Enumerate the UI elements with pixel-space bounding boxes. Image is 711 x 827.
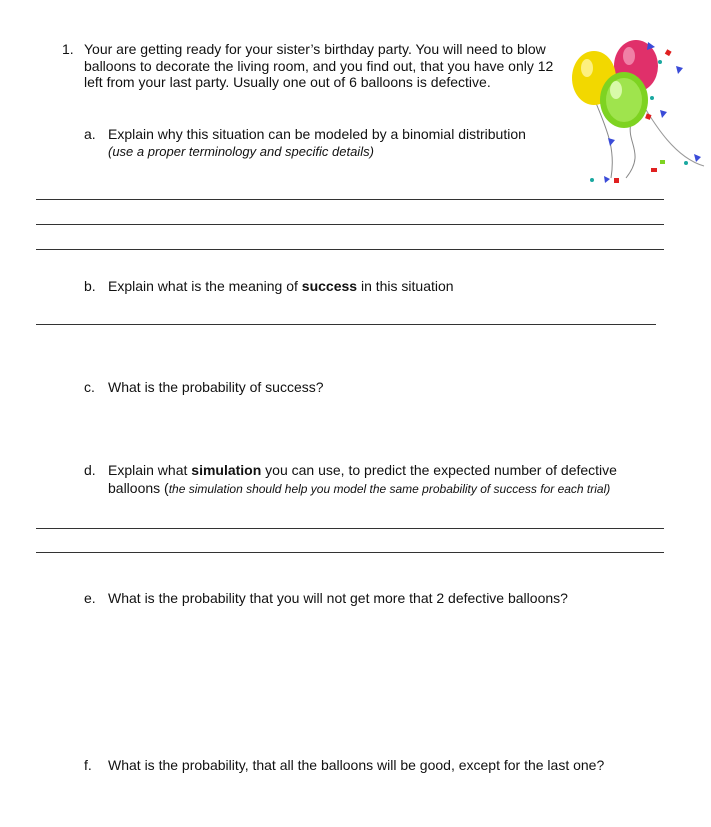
confetti xyxy=(645,113,651,119)
confetti xyxy=(665,49,672,56)
part-e-letter: e. xyxy=(84,590,96,606)
confetti xyxy=(676,66,683,74)
answer-line[interactable] xyxy=(36,528,664,529)
answer-line[interactable] xyxy=(36,249,664,250)
part-f-letter: f. xyxy=(84,757,92,773)
part-b-text xyxy=(108,278,454,295)
balloon-string xyxy=(626,123,635,178)
part-a-text: Explain why this situation can be modeled by a binomial distribution xyxy=(108,126,526,142)
confetti xyxy=(650,96,654,100)
answer-line[interactable] xyxy=(36,199,664,200)
confetti xyxy=(604,176,610,183)
part-c-letter: c. xyxy=(84,379,95,395)
part-d-line2-note: the simulation should help you model the same probability of success for each trial) xyxy=(168,482,611,496)
part-b-bold: success xyxy=(301,278,358,294)
confetti xyxy=(651,168,657,172)
part-f-text: What is the probability, that all the balloons will be good, except for the last one? xyxy=(108,757,605,773)
balloons-illustration xyxy=(556,38,706,188)
part-d-line2 xyxy=(108,480,688,498)
part-d-letter: d. xyxy=(84,462,96,478)
confetti xyxy=(694,154,701,162)
confetti xyxy=(608,138,615,146)
part-b-text-before: Explain what is the meaning of xyxy=(108,278,302,294)
part-d-text-before: Explain what xyxy=(108,462,192,478)
part-c-text: What is the probability of success? xyxy=(108,379,324,395)
answer-line[interactable] xyxy=(36,552,664,553)
answer-line[interactable] xyxy=(36,324,656,325)
confetti xyxy=(660,110,667,118)
part-a-note: (use a proper terminology and specific details) xyxy=(108,144,374,159)
part-d-text-after: you can use, to predict the expected number of defective xyxy=(261,462,617,478)
part-d-bold: simulation xyxy=(191,462,262,478)
confetti xyxy=(590,178,594,182)
part-d-line2-prefix: balloons ( xyxy=(108,480,169,496)
question-intro: Your are getting ready for your sister’s birthday party. You will need to blow balloons to decorate the living room, and you find out, that you have only 12 left from your last party. Usually one out of 6 balloons is defective. xyxy=(84,41,554,90)
confetti xyxy=(614,178,619,183)
part-d-text xyxy=(108,462,688,479)
part-b-text-after: in this situation xyxy=(357,278,454,294)
question-number: 1. xyxy=(62,41,74,57)
part-a-letter: a. xyxy=(84,126,96,142)
confetti xyxy=(684,161,688,165)
confetti xyxy=(658,60,662,64)
part-b-letter: b. xyxy=(84,278,96,294)
answer-line[interactable] xyxy=(36,224,664,225)
part-e-text: What is the probability that you will not get more that 2 defective balloons? xyxy=(108,590,568,606)
confetti xyxy=(660,160,665,164)
